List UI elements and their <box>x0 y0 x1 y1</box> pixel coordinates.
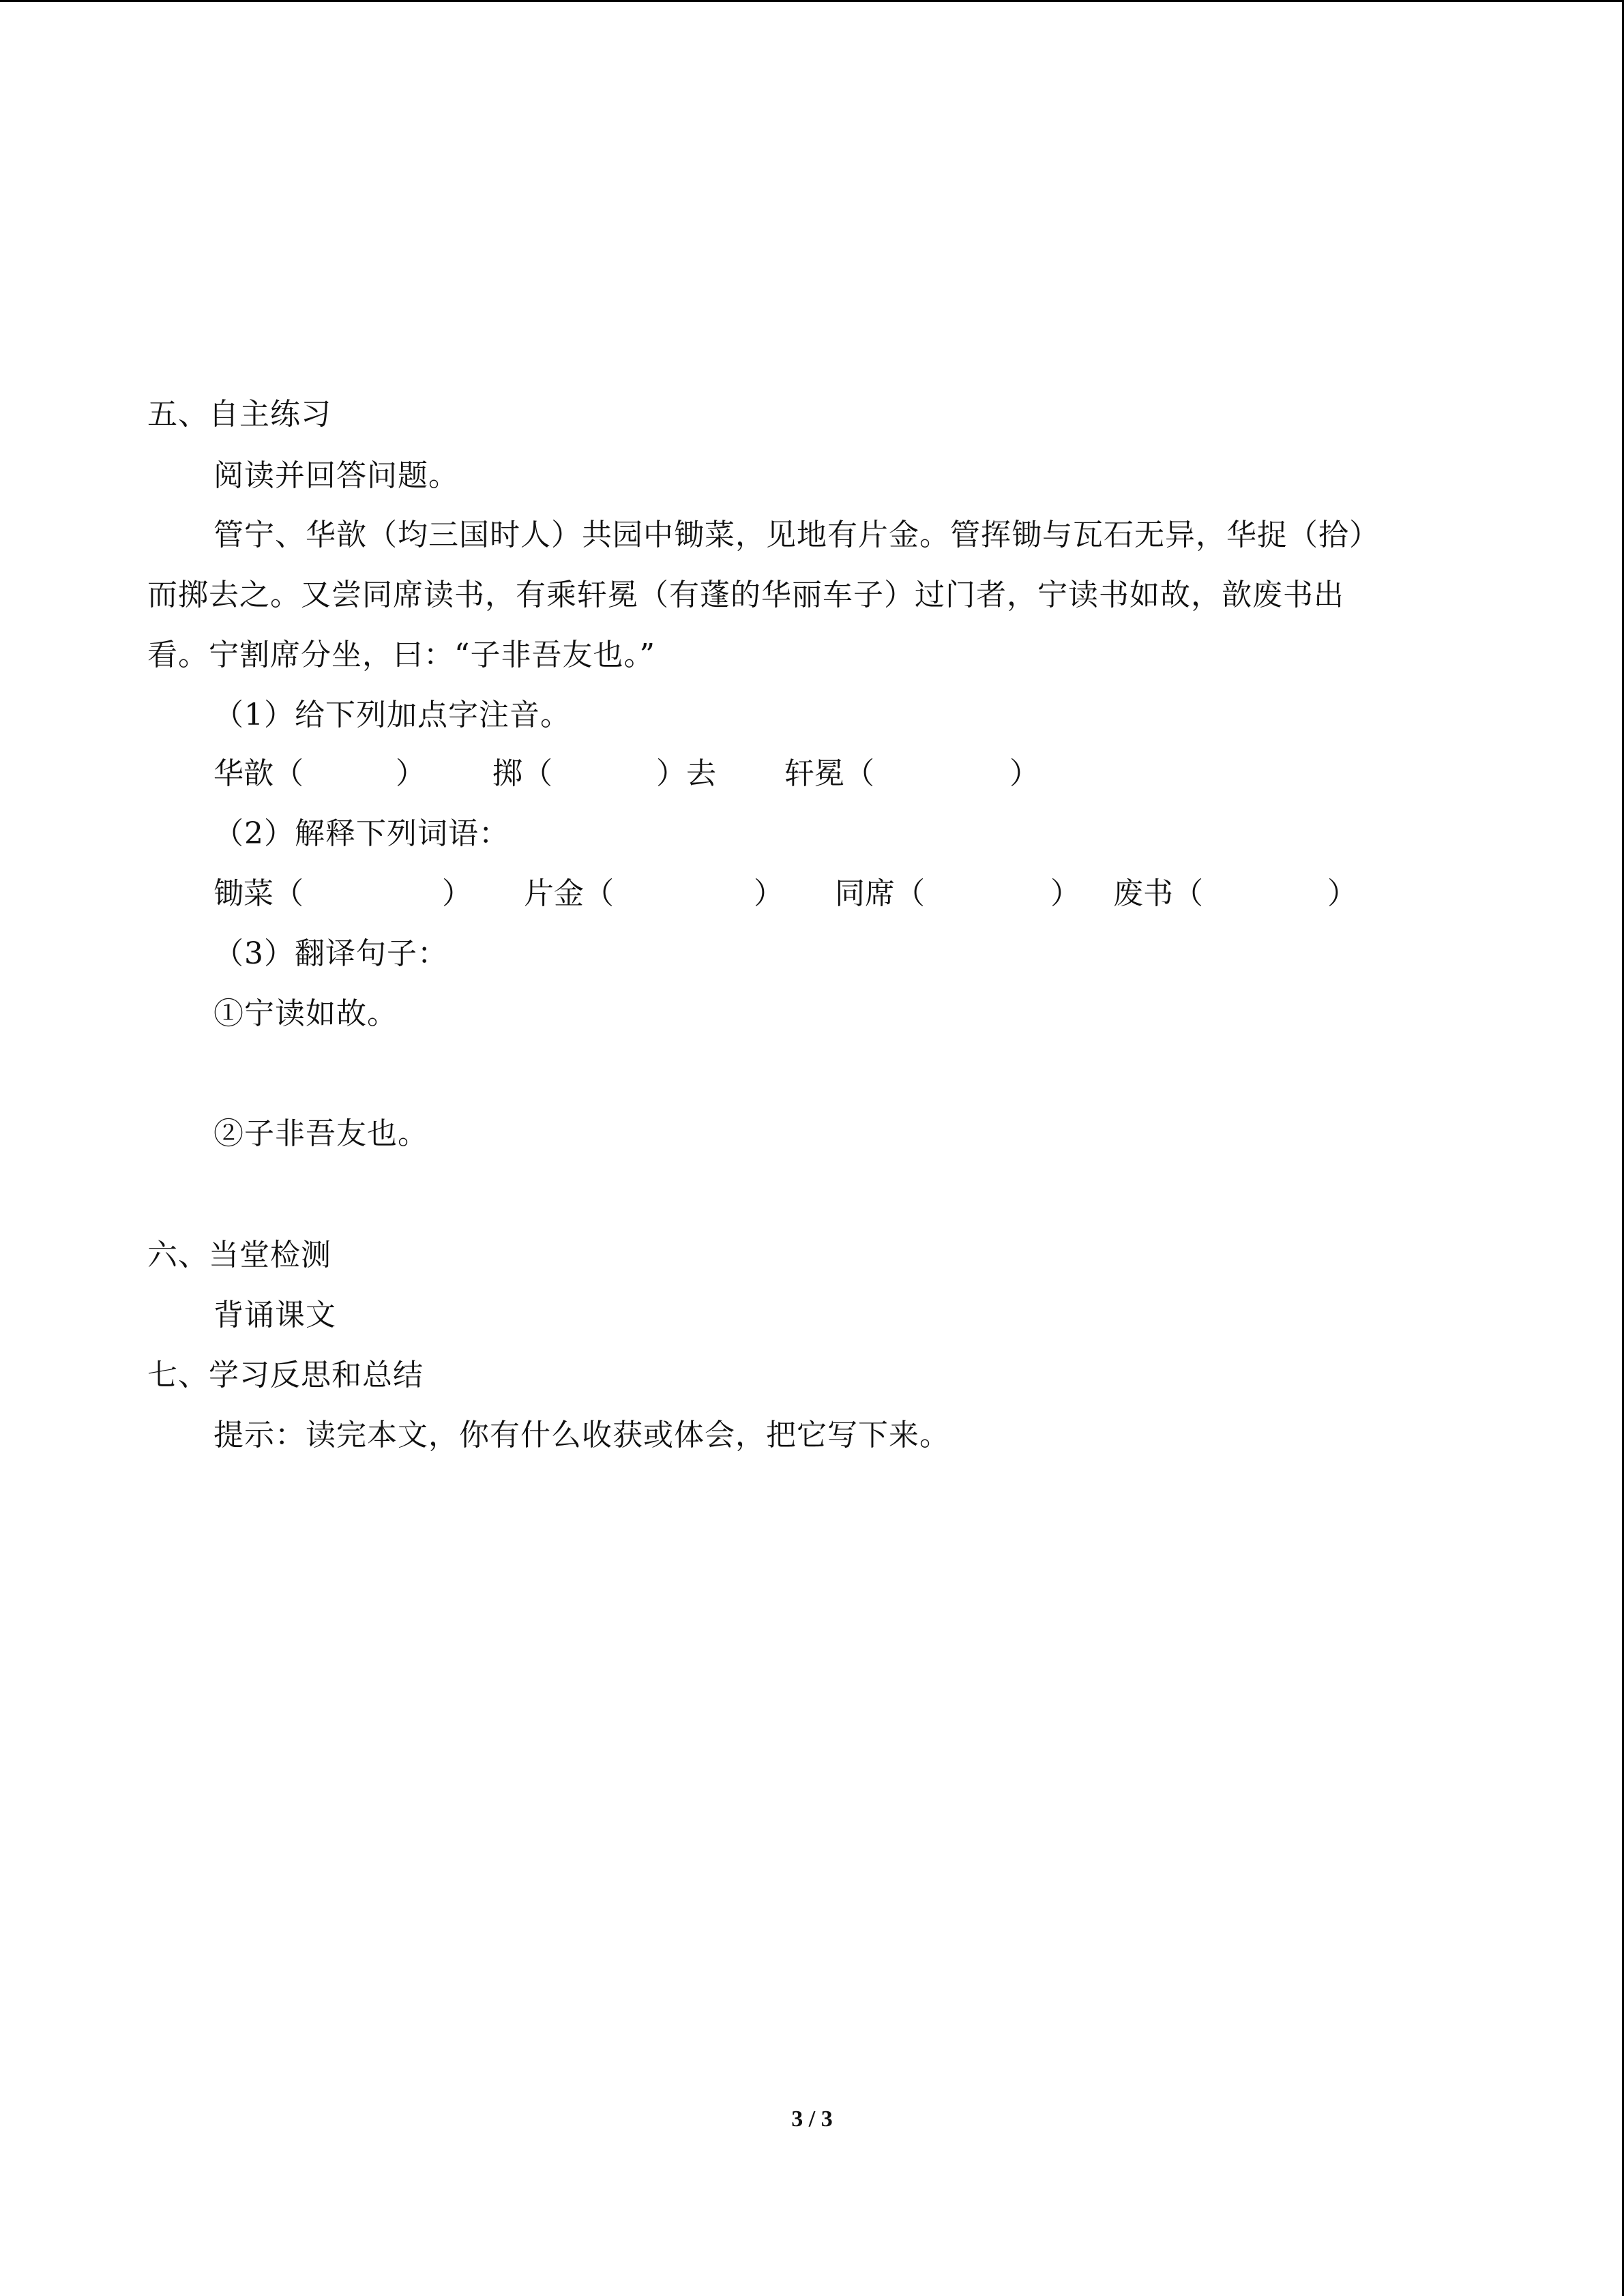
q2-item-feishu-close: ） <box>1327 876 1357 911</box>
q1-item-xuanmian-close: ） <box>1009 756 1039 791</box>
q2-item-pianjin: 片金（ <box>524 876 614 911</box>
q1-item-huaxin-close: ） <box>396 756 426 791</box>
section-six-heading: 六、当堂检测 <box>147 1238 331 1272</box>
translation-sentence-1: ①宁读如故。 <box>213 996 398 1031</box>
q2-item-feishu: 废书（ <box>1113 876 1203 911</box>
question-2-prompt: （2）解释下列词语： <box>213 816 510 851</box>
q2-item-tongxi-close: ） <box>1050 876 1080 911</box>
section-six-content: 背诵课文 <box>213 1298 336 1332</box>
section-five-heading: 五、自主练习 <box>147 397 331 432</box>
reading-instruction: 阅读并回答问题。 <box>213 458 459 493</box>
q2-item-pianjin-close: ） <box>754 876 784 911</box>
q2-item-chucai-close: ） <box>442 876 472 911</box>
passage-line-3: 看。宁割席分坐，曰：“子非吾友也。” <box>147 638 655 672</box>
section-seven-content: 提示：读完本文，你有什么收获或体会，把它写下来。 <box>213 1418 950 1452</box>
q1-item-zhi: 掷（ <box>492 756 552 791</box>
page-number: 3 / 3 <box>791 2106 833 2132</box>
section-seven-heading: 七、学习反思和总结 <box>147 1358 424 1392</box>
q1-item-zhi-close: ）去 <box>656 756 716 791</box>
question-3-prompt: （3）翻译句子： <box>213 936 448 971</box>
q1-item-huaxin: 华歆（ <box>213 756 304 791</box>
passage-line-2: 而掷去之。又尝同席读书，有乘轩冕（有蓬的华丽车子）过门者，宁读书如故，歆废书出 <box>147 578 1344 612</box>
q2-item-tongxi: 同席（ <box>835 876 925 911</box>
translation-sentence-2: ②子非吾友也。 <box>213 1116 428 1151</box>
q2-item-chucai: 锄菜（ <box>213 876 304 911</box>
passage-line-1: 管宁、华歆（均三国时人）共园中锄菜，见地有片金。管挥锄与瓦石无异，华捉（拾） <box>213 518 1380 552</box>
question-1-prompt: （1）给下列加点字注音。 <box>213 698 571 732</box>
q1-item-xuanmian: 轩冕（ <box>784 756 874 791</box>
